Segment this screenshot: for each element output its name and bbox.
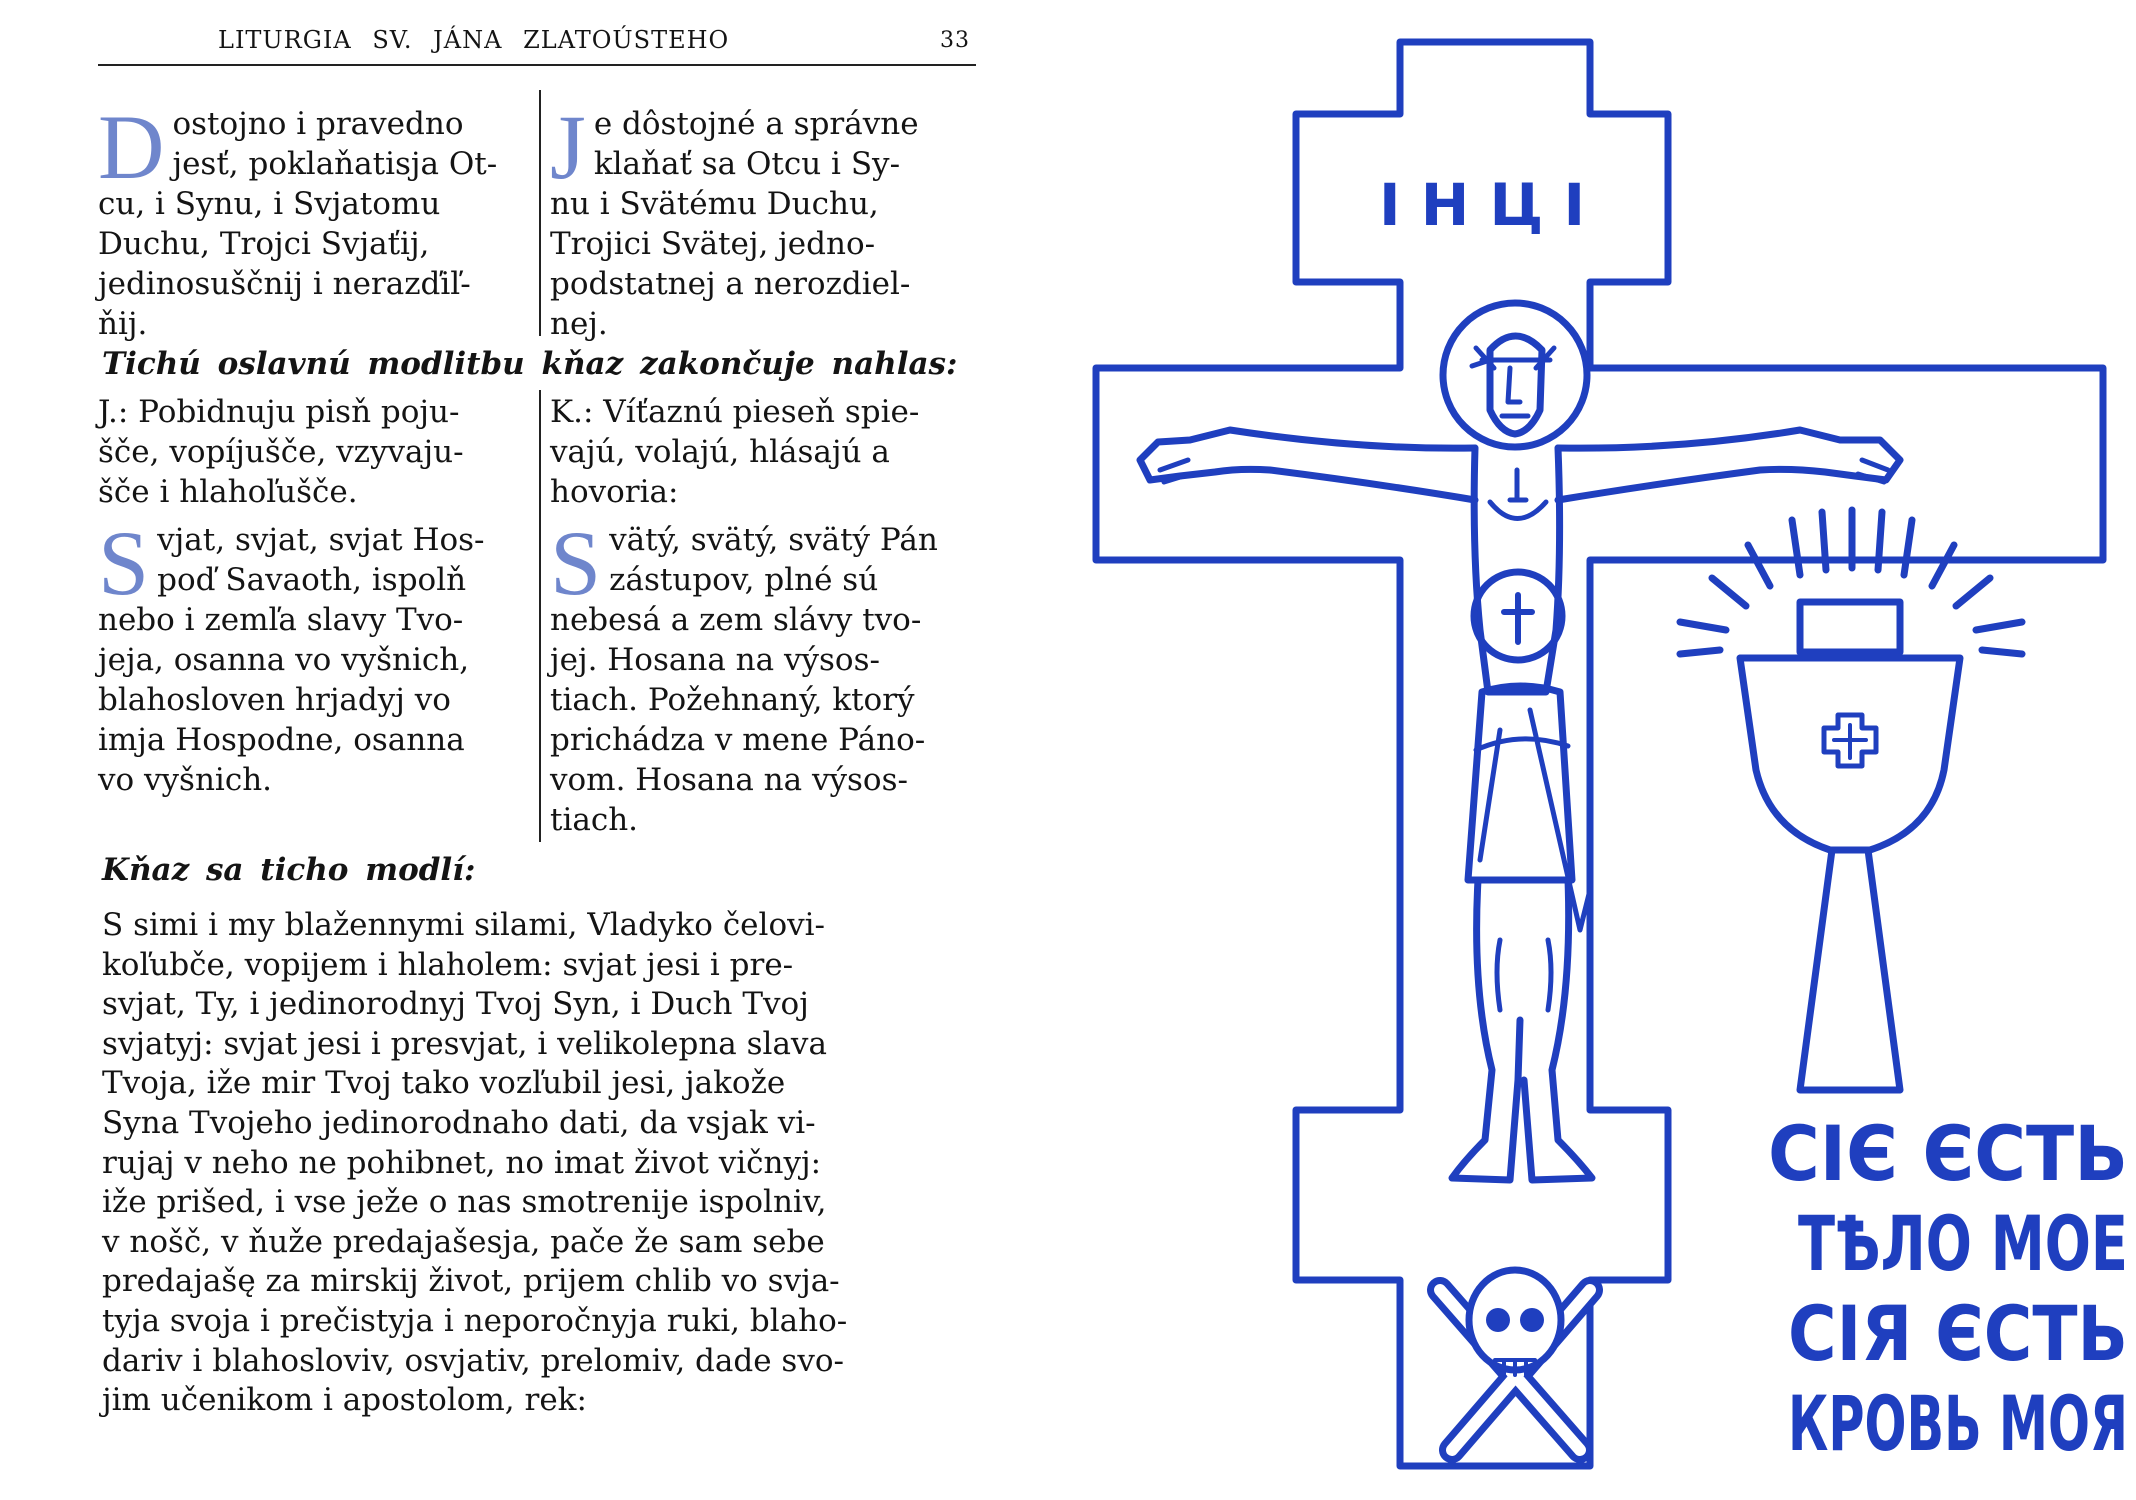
inscription-line: СІЄ ЄСТЬ [1768,1109,2128,1198]
column-divider [539,90,541,336]
legs [1452,880,1592,1180]
inscription-line: ТѢЛО МОЕ [1798,1199,2128,1288]
titulus-text: І Н Ц І [1378,171,1586,239]
column-divider [539,390,541,842]
block1-right-text: e dôstojné a správne klaňať sa Otcu i Sy- nu i Svätému Duchu, Trojici Svätej, jedno- podstatnej a nerozdiel- nej. [550,106,919,342]
block3-right-text: vätý, svätý, svätý Pán zástupov, plné sú nebesá a zem slávy tvo- jej. Hosana na výsos- tiach. Požehnaný, ktorý prichádza v mene Páno- vom. Hosana na výsos- tiach. [550,522,938,838]
header-title: LITURGIA SV. JÁNA ZLATOÚSTEHO [218,26,730,54]
light-rays [1680,510,2022,654]
text-page [0,0,1060,1500]
halo [1443,303,1587,447]
chalice-lid [1800,602,1900,652]
crucifixion-illustration [1080,30,2130,1490]
drop-cap: S [98,512,150,614]
chest-cross [1504,595,1532,642]
block2-right-text: K.: Víťaznú pieseň spie- vajú, volajú, hlásajú a hovoria: [550,394,920,510]
cross-outline [1380,40,1655,160]
block1-right-column [550,96,978,344]
chalice-stem [1800,850,1900,1090]
inscription-line: СІЯ ЄСТЬ [1788,1289,2128,1378]
church-slavonic-inscription [1768,1109,2128,1468]
drop-cap: D [98,96,165,198]
prayer-paragraph: S simi i my blažennymi silami, Vladyko čelovi- koľubče, vopijem i hlaholem: svjat jesi i pre- svjat, Ty, i jedinorodnyj Tvoj Syn, i Duch Tvoj svjatyj: svjat jesi i presvjat, i velikolepna slava Tvoja, iže mir Tvoj tako vozľubil jesi, jakože Syna Tvojeho jedinorodnaho dati, da vsjak vi- rujaj v neho ne pohibnet, no imat život vičnyj: iže prišed, i vse ježe o nas smotrenije ispolniv, v nošč, v ňuže predajašesja, pače že sam sebe predajašę za mirskij život, prijem chlib vo svja- tyja svoja i prečistyja i neporočnyja ruki, blaho- dariv i blahosloviv, osvjativ, prelomiv, dade svo- jim učenikom i apostolom, rek: [102,907,848,1419]
inscription-line: КРОВЬ МОЯ [1788,1379,2128,1468]
block2-left-column [98,392,528,512]
page-number: 33 [940,28,970,53]
rubric-instruction: Kňaz sa ticho modlí: [102,852,476,888]
christ-head [1490,336,1542,434]
right-arm [1558,430,1900,500]
block1-left-text: ostojno i pravedno jesť, poklaňatisja Ot- cu, i Synu, i Svjatomu Duchu, Trojci Svjaťij, jedinosuščnij i nerazďiľ- ňij. [98,106,498,342]
left-arm [1140,430,1475,500]
block3-right-column [550,512,978,840]
block2-right-column [550,392,978,512]
block2-left-text: J.: Pobidnuju pisň poju- šče, vopíjušče, vzyvaju- šče i hlahoľušče. [98,394,464,510]
drop-cap: J [550,96,586,198]
rubric-instruction: Tichú oslavnú modlitbu kňaz zakončuje nahlas: [102,346,958,382]
block3-left-column [98,512,528,800]
block1-left-column [98,96,528,344]
running-header [98,20,976,66]
block3-left-text: vjat, svjat, svjat Hos- poď Savaoth, ispolň nebo i zemľa slavy Tvo- jeja, osanna vo vyšnich, blahosloven hrjadyj vo imja Hospodne, osanna vo vyšnich. [98,522,485,798]
skull [1469,1270,1561,1370]
drop-cap: S [550,512,602,614]
